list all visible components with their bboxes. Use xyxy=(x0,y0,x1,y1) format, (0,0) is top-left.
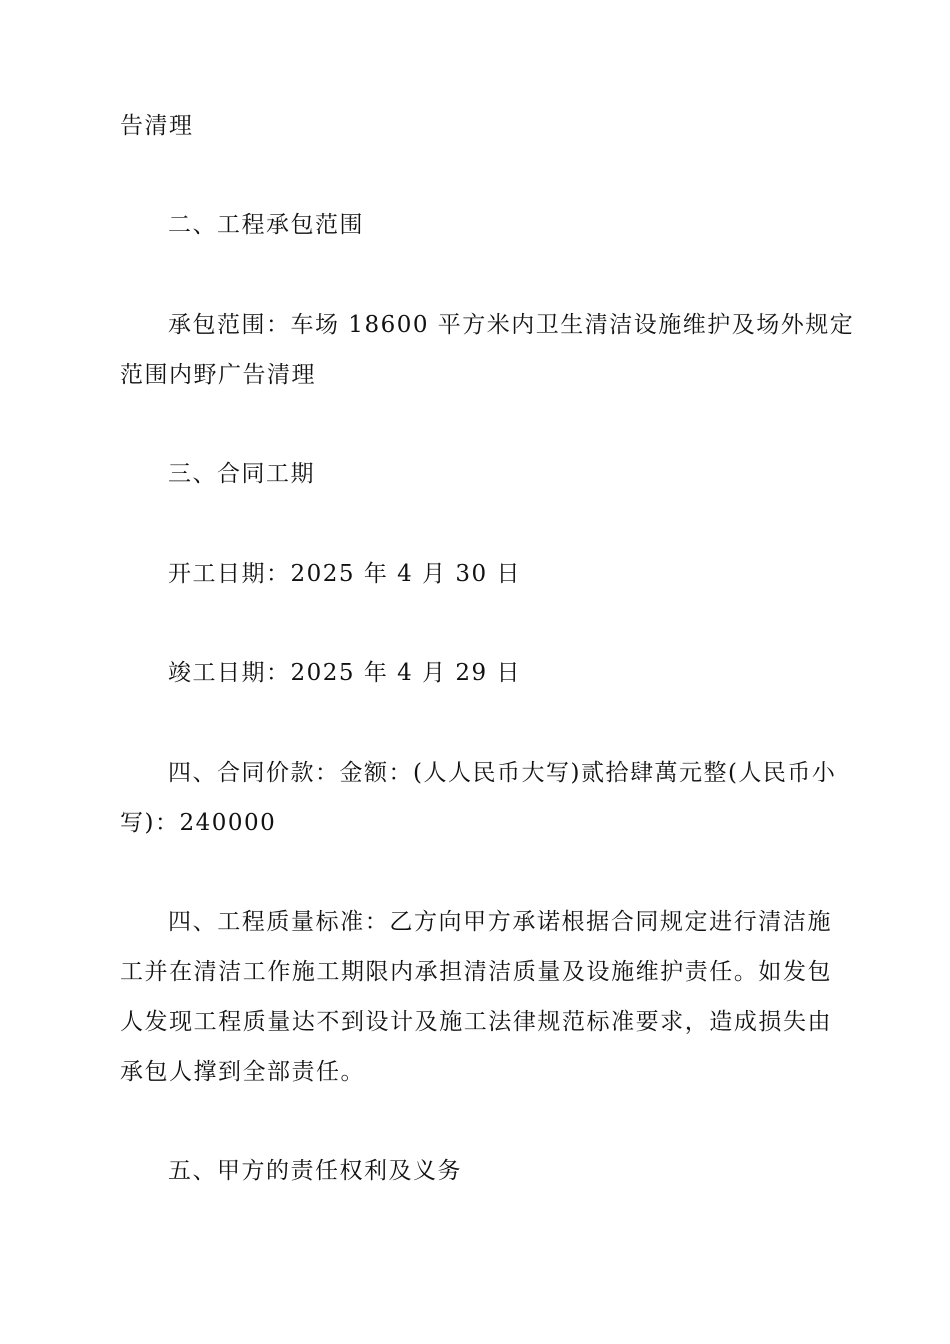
quality-paragraph-line-4: 承包人撑到全部责任。 xyxy=(120,1059,365,1085)
paragraph-continuation: 告清理 xyxy=(120,113,194,139)
section-heading-duration: 三、合同工期 xyxy=(168,461,315,487)
section-heading-party-a: 五、甲方的责任权利及义务 xyxy=(168,1158,462,1184)
scope-paragraph-line-1: 承包范围：车场 18600 平方米内卫生清洁设施维护及场外规定 xyxy=(168,312,855,338)
quality-paragraph-line-1: 四、工程质量标准：乙方向甲方承诺根据合同规定进行清洁施 xyxy=(168,909,832,935)
price-paragraph-line-2: 写)：240000 xyxy=(120,810,277,836)
scope-paragraph-line-2: 范围内野广告清理 xyxy=(120,362,316,388)
quality-paragraph-line-2: 工并在清洁工作施工期限内承担清洁质量及设施维护责任。如发包 xyxy=(120,959,832,985)
start-date: 开工日期：2025 年 4 月 30 日 xyxy=(168,561,521,587)
completion-date: 竣工日期：2025 年 4 月 29 日 xyxy=(168,660,521,686)
section-heading-scope: 二、工程承包范围 xyxy=(168,212,364,238)
price-paragraph-line-1: 四、合同价款：金额：(人人民币大写)贰拾肆萬元整(人民币小 xyxy=(168,760,837,786)
quality-paragraph-line-3: 人发现工程质量达不到设计及施工法律规范标准要求，造成损失由 xyxy=(120,1009,832,1035)
